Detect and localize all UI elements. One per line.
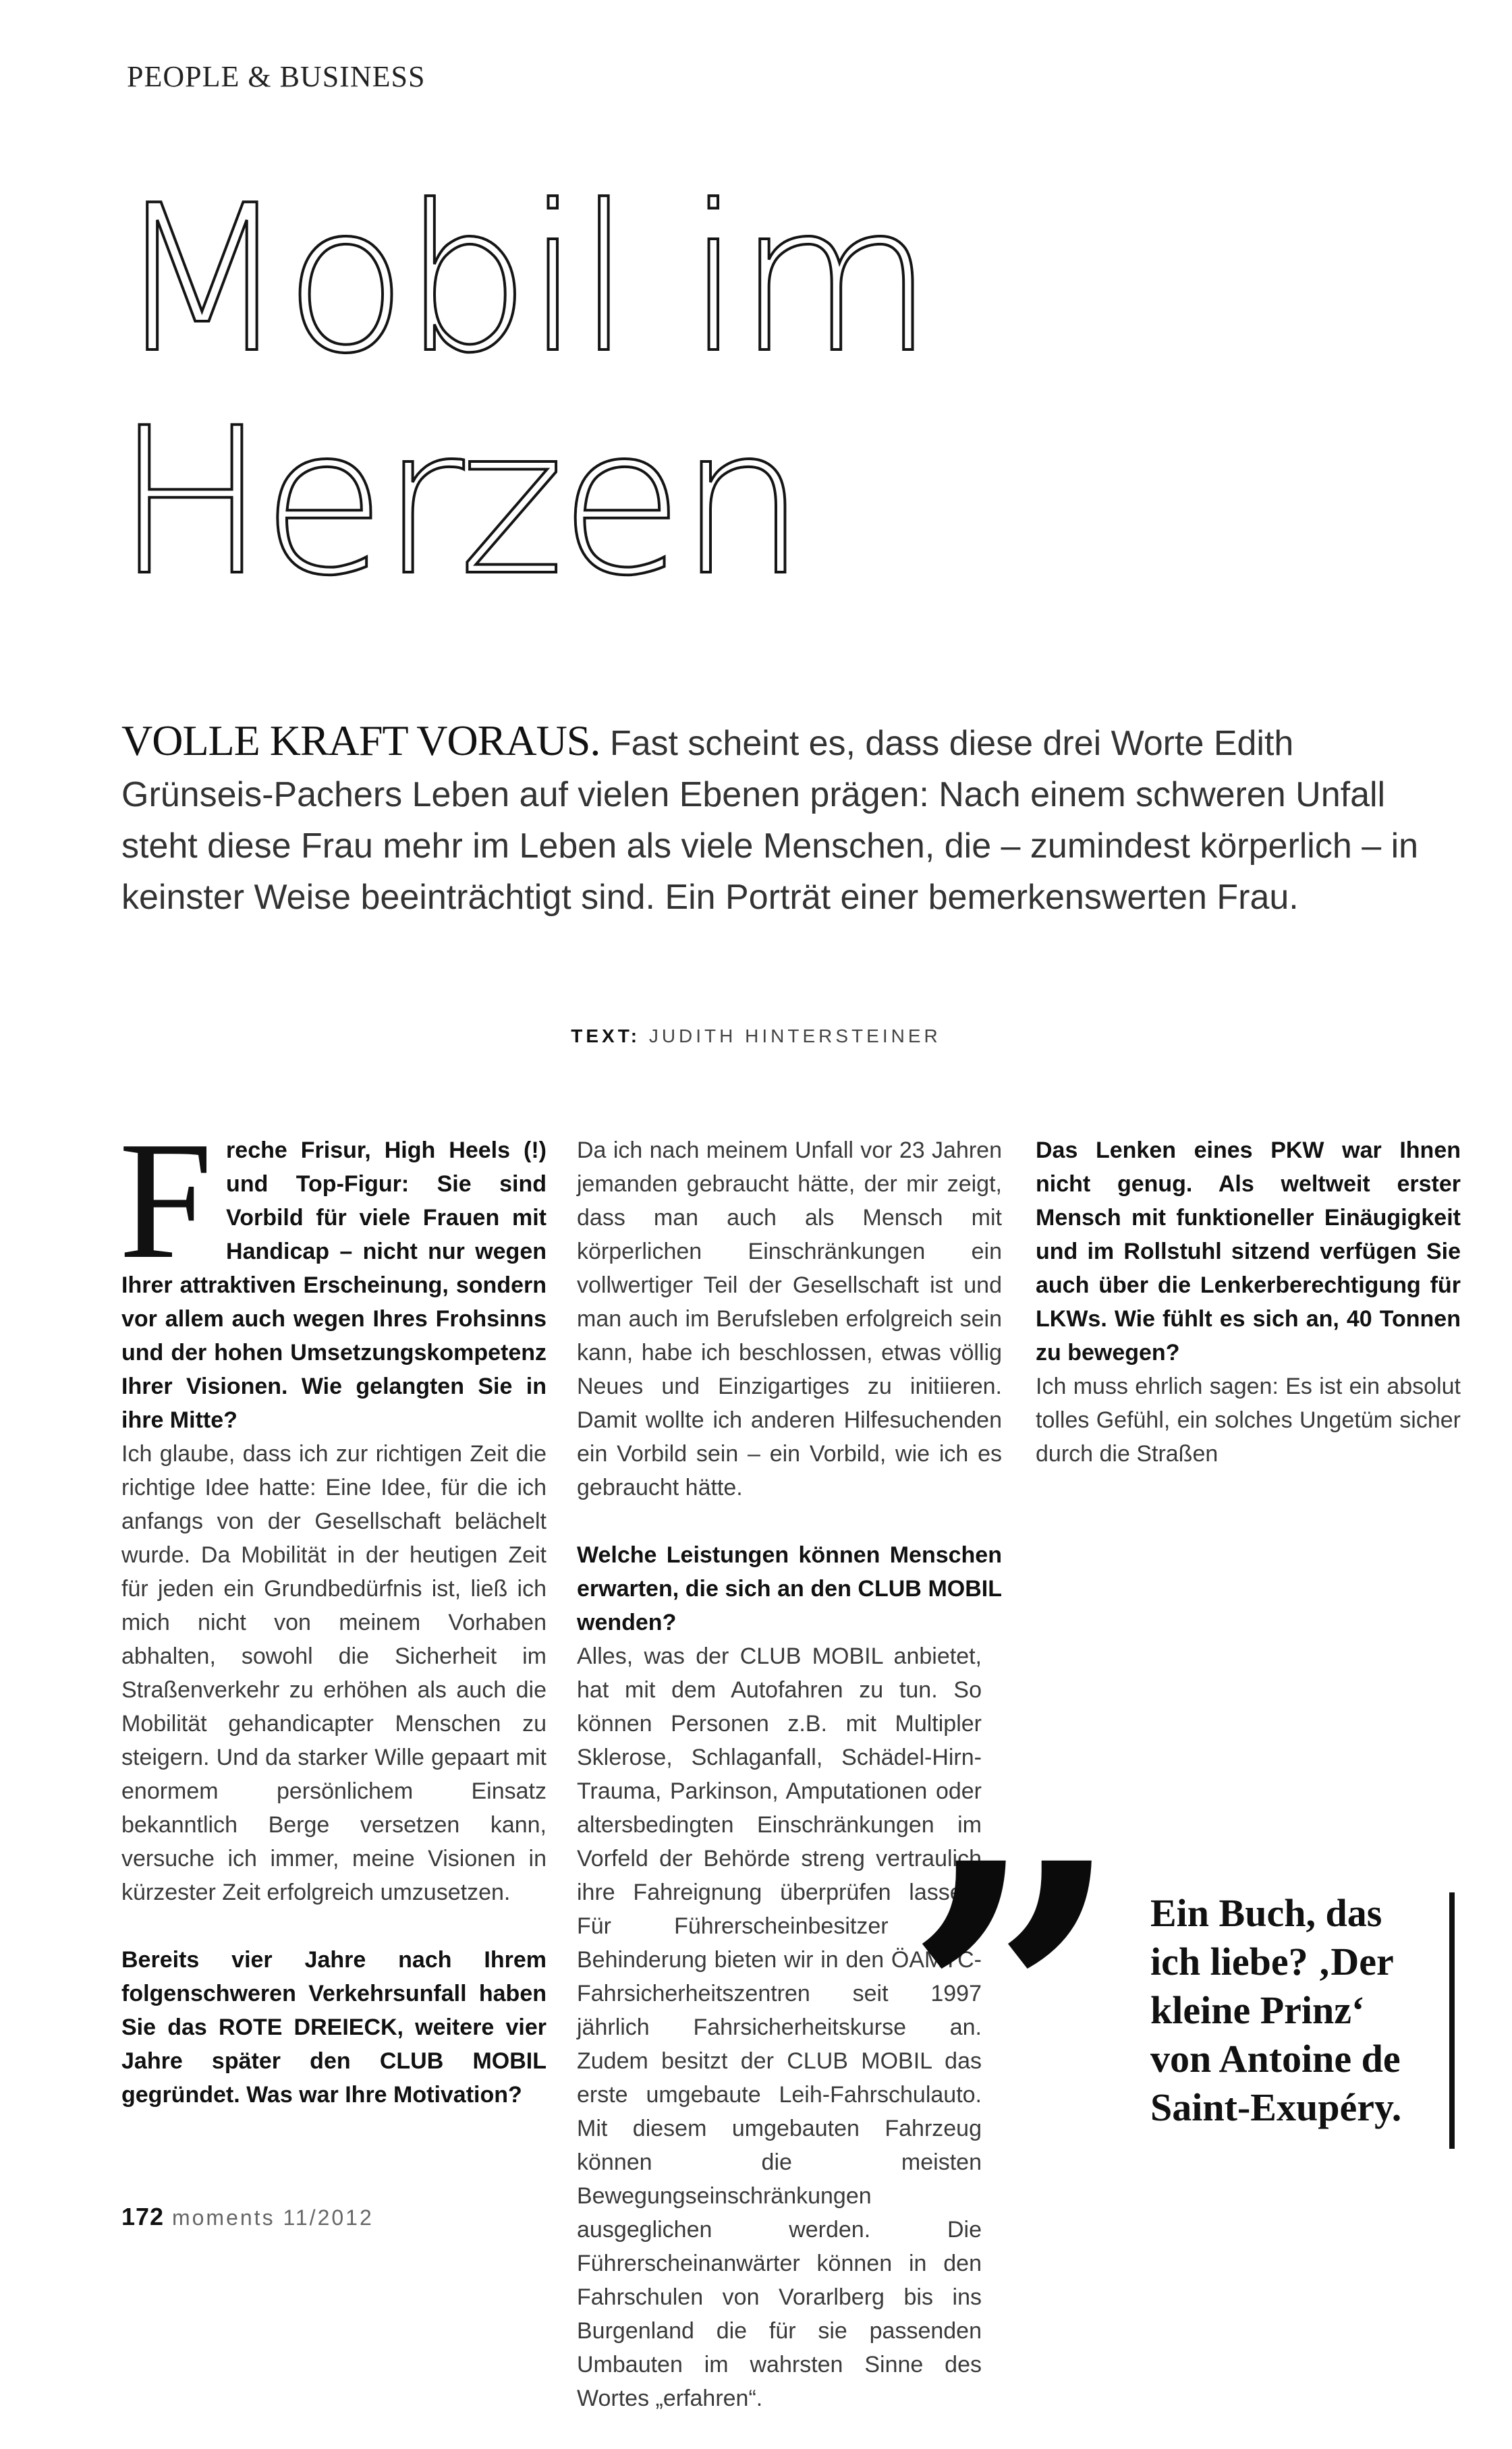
pull-quote-rule — [1449, 1892, 1455, 2149]
byline — [0, 1025, 1512, 1047]
lead-kicker: VOLLE KRAFT VORAUS. — [121, 716, 600, 764]
interview-answer-4: Ich muss ehrlich sagen: Es ist ein absolut tolles Gefühl, ein solches Ungetüm sicher durch die Straßen — [1036, 1374, 1461, 1467]
interview-answer-2: Da ich nach meinem Unfall vor 23 Jahren jemanden gebraucht hätte, der mir zeigt, dass man auch als Mensch mit körperlichen Einschränkungen ein vollwertiger Teil der Gesellschaft ist und man auch im Berufsleben erfolgreich sein kann, habe ich beschlossen, etwas völlig Neues und Einzigartiges zu initiieren. Damit wollte ich anderen Hilfesuchenden ein Vorbild sein – ein Vorbild, wie ich es gebraucht hätte. — [577, 1137, 1002, 1500]
article-column-1 — [119, 1107, 547, 2112]
interview-answer-1: Ich glaube, dass ich zur richtigen Zeit die richtige Idee hatte: Eine Idee, für die ich anfangs von der Gesellschaft belächelt wurde. Da Mobilität in der heutigen Zeit für jeden ein Grundbedürfnis ist, ließ ich mich nicht von meinem Vorhaben abhalten, sowohl die Sicherheit im Straßenverkehr zu erhöhen als auch die Mobilität gehandicapter Menschen zu steigern. Und da starker Wille gepaart mit enormem persönlichem Einsatz bekanntlich Berge versetzen kann, versuche ich immer, meine Visionen in kürzester Zeit erfolgreich umzusetzen. — [121, 1441, 547, 1905]
interview-question-2: Bereits vier Jahre nach Ihrem folgenschweren Verkehrsunfall haben Sie das ROTE DREIECK, weitere vier Jahre später den CLUB MOBIL gegründet. Was war Ihre Motivation? — [121, 1947, 547, 2108]
page-number: 172 — [121, 2203, 165, 2230]
interview-question-3: Welche Leistungen können Menschen erwarten, die sich an den CLUB MOBIL wenden? — [577, 1542, 1002, 1635]
quote-mark-icon: ” — [904, 1782, 1095, 2226]
headline-line-1: Mobil im — [115, 162, 929, 397]
drop-cap: F — [119, 1107, 213, 1294]
article-column-3 — [1036, 1133, 1461, 1504]
headline — [115, 162, 929, 620]
pull-quote: Ein Buch, das ich liebe? ‚Der kleine Prinz‘ von Antoine de Saint-Exupéry. — [1150, 1891, 1402, 2129]
page-footer — [121, 2203, 374, 2231]
byline-author: JUDITH HINTERSTEINER — [640, 1025, 941, 1046]
lead-text: Fast scheint es, dass diese drei Worte Edith Grünseis-Pachers Leben auf vielen Ebenen prägen: Nach einem schweren Unfall steht diese Frau mehr im Leben als viele Menschen, die – zumindest körperlich – in keinster Weise beeinträchtigt sind. Ein Porträt einer bemerkenswerten Frau. — [121, 724, 1419, 917]
headline-line-2: Herzen — [115, 385, 802, 620]
byline-label: TEXT: — [571, 1025, 641, 1046]
lead-paragraph — [121, 715, 1444, 923]
interview-answer-3: Alles, was der CLUB MOBIL anbietet, hat mit dem Autofahren zu tun. So können Personen z.B. mit Multipler Sklerose, Schlaganfall, Schädel-Hirn-Trauma, Parkinson, Amputationen oder altersbedingten Einschränkungen im Vorfeld der Behörde streng vertraulich ihre Fahreignung überprüfen lassen. Für Führerscheinbesitzer mit Behinderung bieten wir in den ÖAMTC-Fahrsicherheitszentren seit 1997 jährlich Fahrsicherheitskurse an. Zudem besitzt der CLUB MOBIL das erste umgebaute Leih-Fahrschulauto. Mit diesem umgebauten Fahrzeug können die meisten Bewegungseinschränkungen ausgeglichen werden. Die Führerscheinanwärter können in den Fahrschulen von Vorarlberg bis ins Burgenland die für sie passenden Umbauten im wahrsten Sinne des Wortes „erfahren“. — [577, 1643, 982, 2411]
interview-question-4: Das Lenken eines PKW war Ihnen nicht genug. Als weltweit erster Mensch mit funktioneller Einäugigkeit und im Rollstuhl sitzend verfügen Sie auch über die Lenkerberechtigung für LKWs. Wie fühlt es sich an, 40 Tonnen zu bewegen? — [1036, 1137, 1461, 1366]
issue-label: moments 11/2012 — [164, 2205, 374, 2230]
interview-question-1: reche Frisur, High Heels (!) und Top-Figur: Sie sind Vorbild für viele Frauen mit Handicap – nicht nur wegen Ihrer attraktiven Erscheinung, sondern vor allem auch wegen Ihres Frohsinns und der hohen Umsetzungskompetenz Ihrer Visionen. Wie gelangten Sie in ihre Mitte? — [121, 1137, 547, 1433]
section-label: PEOPLE & BUSINESS — [127, 60, 426, 93]
